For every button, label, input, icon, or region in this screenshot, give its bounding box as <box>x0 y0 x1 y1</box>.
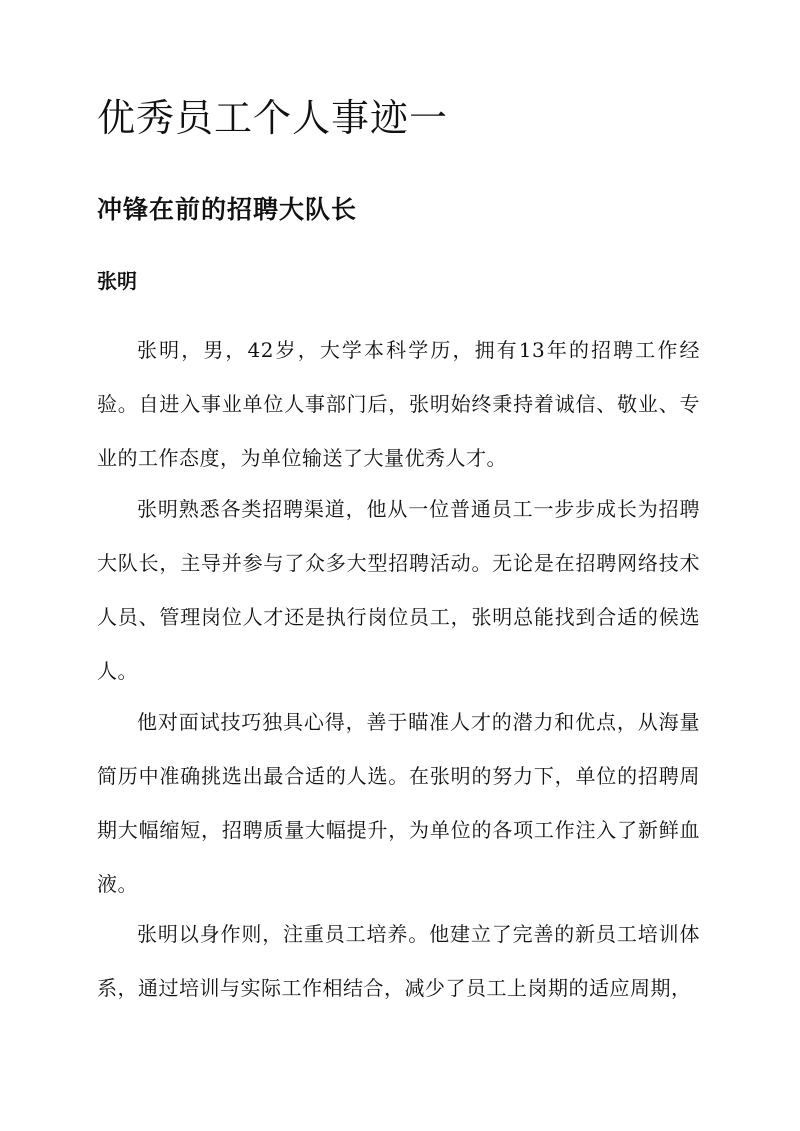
document-title: 优秀员工个人事迹一 <box>97 96 449 140</box>
author-name: 张明 <box>97 269 137 293</box>
body-paragraph-1: 张明，男，42岁，大学本科学历，拥有13年的招聘工作经验。自进入事业单位人事部门后，张明始终秉持着诚信、敬业、专业的工作态度，为单位输送了大量优秀人才。 <box>97 338 700 470</box>
body-paragraph-3: 他对面试技巧独具心得，善于瞄准人才的潜力和优点，从海量简历中准确挑选出最合适的人选。在张明的努力下，单位的招聘周期大幅缩短，招聘质量大幅提升，为单位的各项工作注入了新鲜血液。 <box>97 710 700 896</box>
body-paragraph-4: 张明以身作则，注重员工培养。他建立了完善的新员工培训体系，通过培训与实际工作相结合，减少了员工上岗期的适应周期， <box>97 922 700 1000</box>
document-subtitle: 冲锋在前的招聘大队长 <box>97 195 358 224</box>
body-paragraph-2: 张明熟悉各类招聘渠道，他从一位普通员工一步步成长为招聘大队长，主导并参与了众多大型招聘活动。无论是在招聘网络技术人员、管理岗位人才还是执行岗位员工，张明总能找到合适的候选人。 <box>97 497 700 683</box>
